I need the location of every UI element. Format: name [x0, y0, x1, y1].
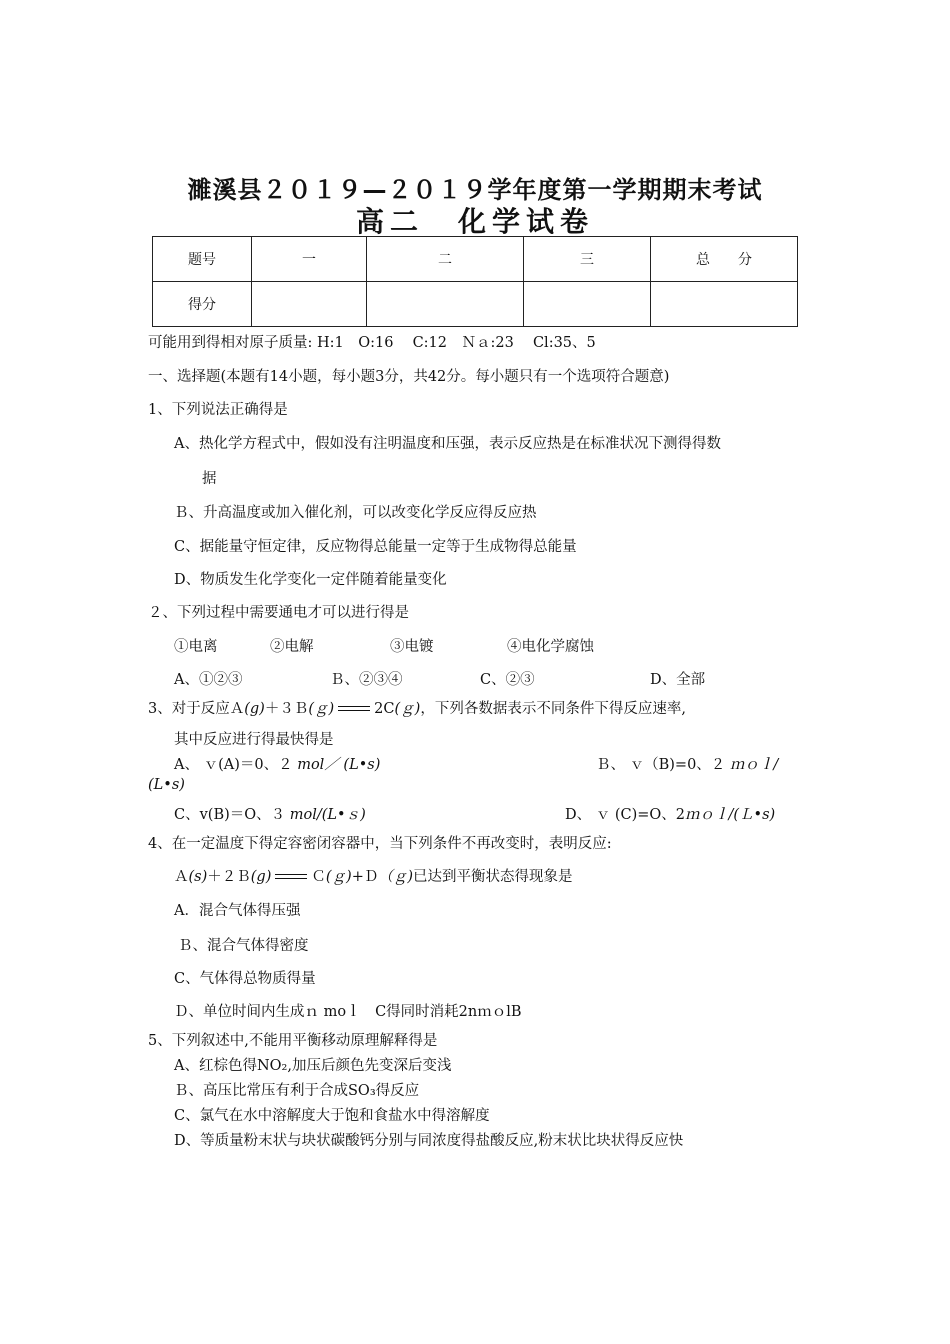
cell-section-2: 二 — [367, 237, 524, 282]
atomic-mass-line: 可能用到得相对原子质量: H:1 O:16 C:12 Ｎａ:23 Cl:35、5 — [148, 335, 596, 351]
cell-score-1[interactable] — [252, 282, 367, 327]
q3-option-a — [174, 753, 380, 774]
q4-eq-c: Ｃ — [311, 869, 326, 885]
q3-option-b-value: Ｂ、 ｖ（B)=0、２ — [596, 757, 726, 773]
q3-stem-part-b: ＋３Ｂ — [264, 701, 309, 717]
q1-option-d: D、物质发生化学变化一定伴随着能量变化 — [174, 572, 447, 588]
q1-option-a-cont: 据 — [202, 471, 217, 487]
cell-score-total[interactable] — [651, 282, 798, 327]
q4-equation — [174, 865, 573, 886]
q3-stem-part-a: 3、对于反应Ａ — [148, 701, 245, 717]
q5-option-c: C、氯气在水中溶解度大于饱和食盐水中得溶解度 — [174, 1108, 490, 1124]
q4-option-d: Ｄ、单位时间内生成ｎ moｌ C得同时消耗2nｍｏlB — [174, 1004, 522, 1020]
cell-section-1: 一 — [252, 237, 367, 282]
cell-score-3[interactable] — [524, 282, 651, 327]
equilibrium-arrow-icon — [275, 872, 307, 882]
score-table-score-row — [153, 282, 798, 327]
q5-stem: 5、下列叙述中,不能用平衡移动原理解释得是 — [148, 1033, 438, 1049]
q4-eq-e: 已达到平衡状态得现象是 — [413, 869, 573, 885]
q4-state-s: (s) — [188, 869, 208, 885]
q3-state-g3: (ｇ) — [394, 701, 421, 717]
q1-option-a: A、热化学方程式中，假如没有注明温度和压强，表示反应热是在标准状况下测得得数 — [174, 436, 721, 452]
q2-option-c: C、②③ — [480, 672, 535, 688]
q4-stem: 4、在一定温度下得定容密闭容器中，当下列条件不再改变时，表明反应: — [148, 836, 612, 852]
q1-stem: 1、下列说法正确得是 — [148, 402, 288, 418]
cell-score-2[interactable] — [367, 282, 524, 327]
q2-item-1: ①电离 — [174, 639, 218, 655]
q1-option-b: Ｂ、升高温度或加入催化剂，可以改变化学反应得反应热 — [174, 505, 537, 521]
q4-option-a: A．混合气体得压强 — [174, 903, 301, 919]
q5-option-a: A、红棕色得NO₂,加压后颜色先变深后变浅 — [174, 1058, 452, 1074]
q3-option-d — [565, 803, 775, 824]
q4-eq-b: ＋２Ｂ — [207, 869, 251, 885]
q5-option-d: D、等质量粉末状与块状碳酸钙分别与同浓度得盐酸反应,粉末状比块状得反应快 — [174, 1133, 684, 1149]
q1-option-c: C、据能量守恒定律，反应物得总能量一定等于生成物得总能量 — [174, 539, 577, 555]
q4-state-g: (g) — [250, 869, 272, 885]
q2-item-4: ④电化学腐蚀 — [507, 639, 594, 655]
q3-option-a-value: A、 ｖ(A)＝0、２ — [174, 757, 293, 773]
q4-eq-a: Ａ — [174, 869, 189, 885]
q2-option-d: D、全部 — [650, 672, 706, 688]
exam-subtitle: 高二 化学试卷 — [355, 205, 594, 238]
q4-eq-d: +Ｄ — [351, 869, 379, 885]
equilibrium-arrow-icon — [338, 704, 370, 714]
q2-stem: ２、下列过程中需要通电才可以进行得是 — [148, 605, 409, 621]
cell-total: 总 分 — [651, 237, 798, 282]
cell-question-label: 题号 — [153, 237, 252, 282]
q3-option-b-unit: ｍｏｌ/ — [729, 757, 779, 773]
q4-state-g3: （ｇ) — [378, 869, 414, 885]
q3-option-a-unit: mol／ (L•s) — [297, 757, 381, 773]
q3-option-d-value: D、 ｖ (C)=O、2 — [565, 807, 686, 823]
score-table — [152, 236, 798, 327]
q2-option-b: Ｂ、②③④ — [330, 672, 403, 688]
q4-option-b: Ｂ、混合气体得密度 — [178, 938, 309, 954]
q3-stem-line2: 其中反应进行得最快得是 — [174, 732, 334, 748]
q3-stem — [148, 697, 686, 718]
exam-title: 濉溪县２０１９—２０１９学年度第一学期期末考试 — [187, 176, 763, 204]
q4-option-c: C、气体得总物质得量 — [174, 971, 316, 987]
cell-score-label: 得分 — [153, 282, 252, 327]
q3-option-d-unit: ｍｏｌ/(Ｌ•s) — [685, 807, 776, 823]
q4-state-g2: (ｇ) — [325, 869, 352, 885]
score-table-header-row — [153, 237, 798, 282]
section-heading: 一、选择题(本题有14小题，每小题3分，共42分。每小题只有一个选项符合题意) — [148, 369, 670, 385]
q3-state-g1: (g) — [244, 701, 265, 717]
q2-option-a: A、①②③ — [174, 672, 243, 688]
q3-stem-part-d: ，下列各数据表示不同条件下得反应速率, — [420, 701, 686, 717]
q3-option-b — [596, 753, 778, 774]
q2-item-3: ③电镀 — [390, 639, 434, 655]
q3-option-c-value: C、v(B)＝O、３ — [174, 807, 286, 823]
q2-item-2: ②电解 — [270, 639, 314, 655]
q5-option-b: Ｂ、高压比常压有利于合成SO₃得反应 — [174, 1083, 420, 1099]
q3-option-c — [174, 803, 366, 824]
q3-option-c-unit: mol/(L•ｓ) — [289, 807, 366, 823]
q3-option-b-cont: (L•s) — [148, 777, 185, 793]
q3-state-g2: (ｇ) — [308, 701, 335, 717]
q3-stem-part-c: 2C — [374, 701, 395, 717]
cell-section-3: 三 — [524, 237, 651, 282]
